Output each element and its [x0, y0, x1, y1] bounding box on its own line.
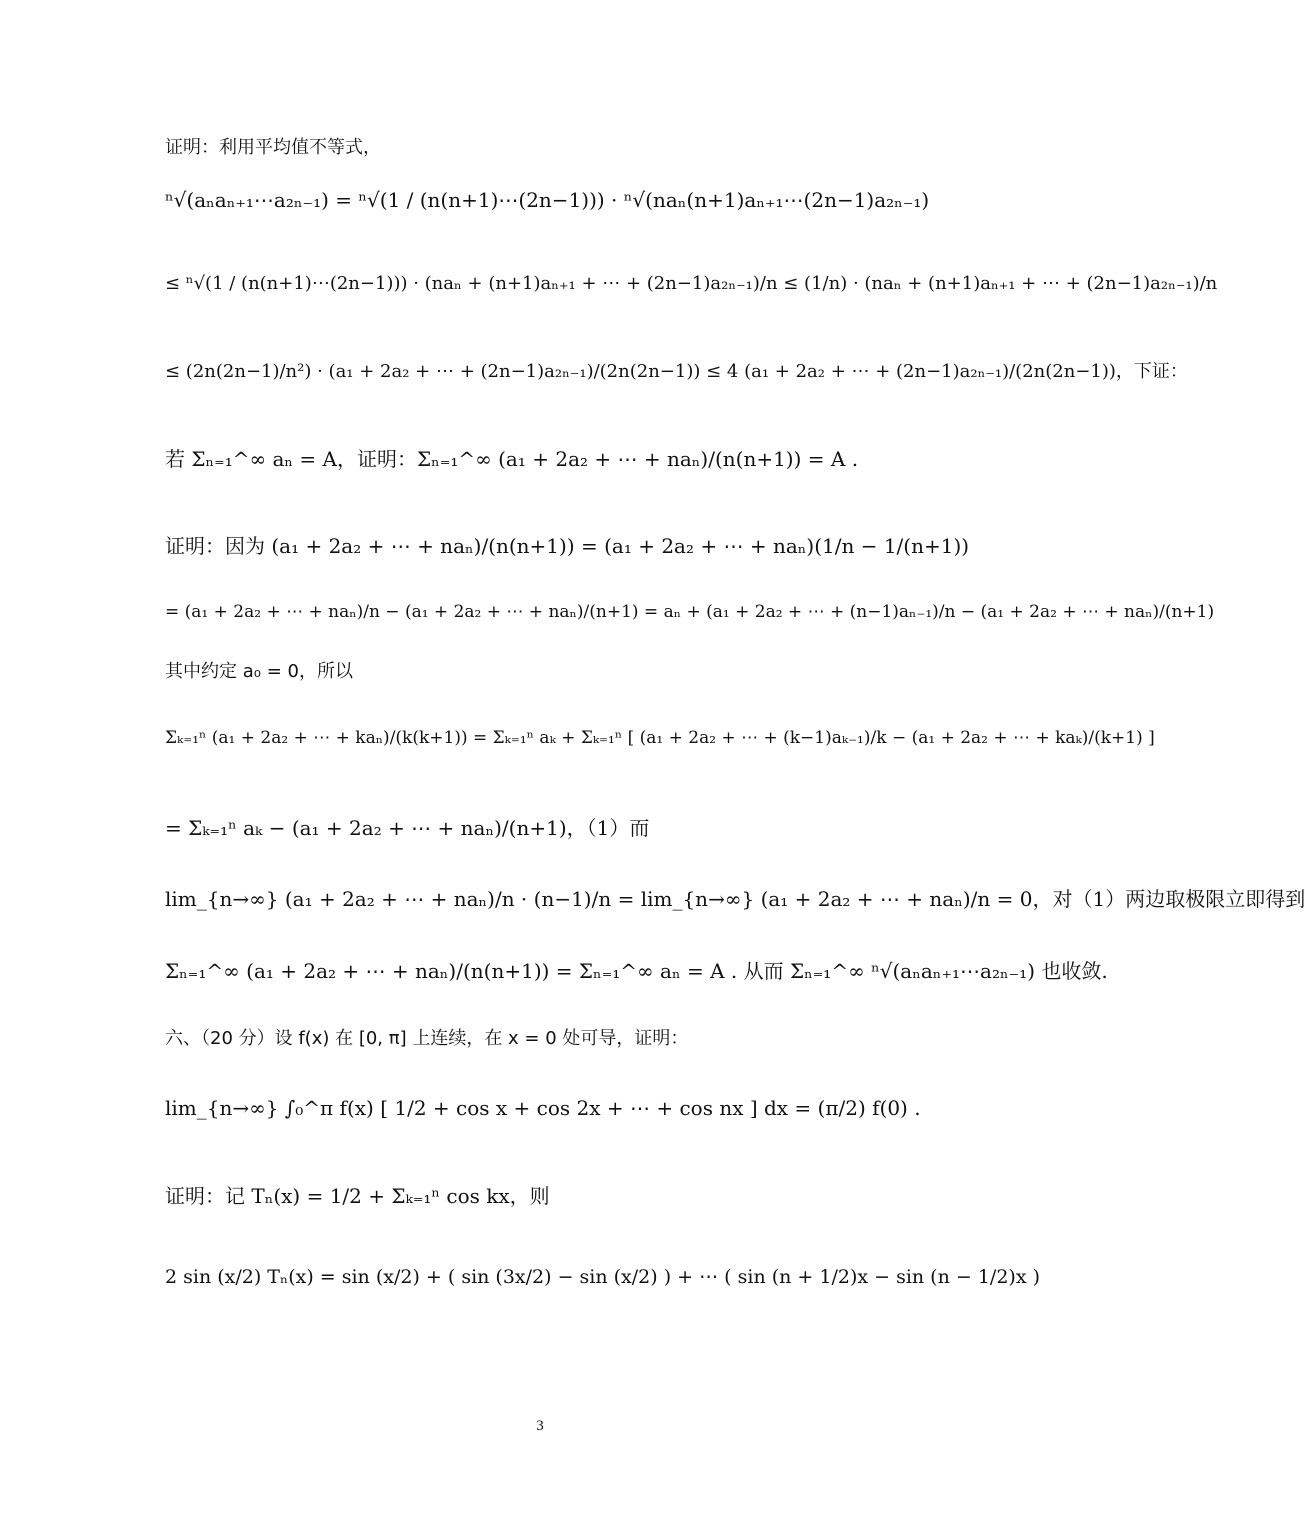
formula-line: ≤ (2n(2n−1)/n²) · (a₁ + 2a₂ + ⋯ + (2n−1)a₂ₙ₋₁)/(2n(2n−1)) ≤ 4 (a₁ + 2a₂ + ⋯ + (2n−1)a₂ₙ₋₁)/(2n(2n−1))，下证： [165, 361, 1188, 382]
formula-line: = Σₖ₌₁ⁿ aₖ − (a₁ + 2a₂ + ⋯ + naₙ)/(n+1)，（1）而 [165, 816, 650, 840]
formula-line: lim_{n→∞} ∫₀^π f(x) [ 1/2 + cos x + cos 2x + ⋯ + cos nx ] dx = (π/2) f(0) . [165, 1096, 921, 1120]
page-number: 3 [536, 1418, 544, 1434]
formula-line: ≤ ⁿ√(1 / (n(n+1)⋯(2n−1))) · (naₙ + (n+1)aₙ₊₁ + ⋯ + (2n−1)a₂ₙ₋₁)/n ≤ (1/n) · (naₙ + (n+1)aₙ₊₁ + ⋯ + (2n−1)a₂ₙ₋₁)/n [165, 273, 1218, 294]
text-line: 其中约定 a₀ = 0，所以 [165, 661, 353, 682]
proof-line: 证明：因为 (a₁ + 2a₂ + ⋯ + naₙ)/(n(n+1)) = (a₁ + 2a₂ + ⋯ + naₙ)(1/n − 1/(n+1)) [165, 534, 970, 558]
formula-line: ⁿ√(aₙaₙ₊₁⋯a₂ₙ₋₁) = ⁿ√(1 / (n(n+1)⋯(2n−1))) · ⁿ√(naₙ(n+1)aₙ₊₁⋯(2n−1)a₂ₙ₋₁) [165, 188, 930, 212]
formula-line: = (a₁ + 2a₂ + ⋯ + naₙ)/n − (a₁ + 2a₂ + ⋯ + naₙ)/(n+1) = aₙ + (a₁ + 2a₂ + ⋯ + (n−1)aₙ₋₁)/n − (a₁ + 2a₂ + ⋯ + naₙ)/(n+1) [165, 602, 1215, 622]
formula-line: lim_{n→∞} (a₁ + 2a₂ + ⋯ + naₙ)/n · (n−1)/n = lim_{n→∞} (a₁ + 2a₂ + ⋯ + naₙ)/n = 0，对（1）两边取极限立即得到 [165, 887, 1305, 911]
formula-line: Σₙ₌₁^∞ (a₁ + 2a₂ + ⋯ + naₙ)/(n(n+1)) = Σₙ₌₁^∞ aₙ = A . 从而 Σₙ₌₁^∞ ⁿ√(aₙaₙ₊₁⋯a₂ₙ₋₁) 也收敛. [165, 959, 1108, 983]
proof-intro-line: 证明：利用平均值不等式， [165, 137, 381, 158]
problem-six-title: 六、（20 分）设 f(x) 在 [0, π] 上连续，在 x = 0 处可导，证明： [165, 1028, 689, 1049]
formula-line: 2 sin (x/2) Tₙ(x) = sin (x/2) + ( sin (3x/2) − sin (x/2) ) + ⋯ ( sin (n + 1/2)x − sin (n − 1/2)x ) [165, 1266, 1040, 1288]
statement-line: 若 Σₙ₌₁^∞ aₙ = A，证明：Σₙ₌₁^∞ (a₁ + 2a₂ + ⋯ + naₙ)/(n(n+1)) = A . [165, 447, 859, 471]
proof-line: 证明：记 Tₙ(x) = 1/2 + Σₖ₌₁ⁿ cos kx，则 [165, 1184, 550, 1208]
formula-line: Σₖ₌₁ⁿ (a₁ + 2a₂ + ⋯ + kaₙ)/(k(k+1)) = Σₖ₌₁ⁿ aₖ + Σₖ₌₁ⁿ [ (a₁ + 2a₂ + ⋯ + (k−1)aₖ₋₁)/k − (a₁ + 2a₂ + ⋯ + kaₖ)/(k+1) ] [165, 728, 1155, 748]
